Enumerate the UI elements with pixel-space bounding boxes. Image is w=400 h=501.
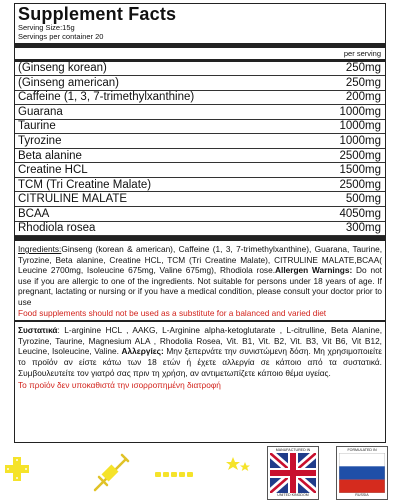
- nutrient-name: Caffeine (1, 3, 7-trimethylxanthine): [18, 91, 195, 104]
- per-serving-header: per serving: [343, 49, 381, 58]
- nutrient-name: Rhodiola rosea: [18, 222, 96, 235]
- diet-notice-en: Food supplements should not be used as a substitute for a balanced and varied diet: [18, 307, 327, 318]
- nutrient-amount: 2500mg: [339, 178, 381, 191]
- nutrient-amount: 2500mg: [339, 149, 381, 162]
- nutrient-name: (Ginseng american): [18, 76, 119, 89]
- nutrient-row: [15, 91, 385, 106]
- nutrient-row: [15, 76, 385, 91]
- nutrient-amount: 500mg: [345, 193, 381, 206]
- nutrient-row: [15, 192, 385, 207]
- uk-badge-top-label: MANUFACTURED IN: [275, 448, 311, 452]
- nutrient-row: [15, 62, 385, 77]
- nutrient-amount: 1500mg: [339, 164, 381, 177]
- nutrient-name: Guarana: [18, 105, 63, 118]
- greek-allergies-label: Αλλεργίες:: [118, 346, 164, 357]
- panel-title: Supplement Facts: [18, 4, 177, 24]
- nutrient-table: [15, 62, 385, 237]
- nutrient-amount: 1000mg: [339, 135, 381, 147]
- nutrient-name: Creatine HCL: [18, 164, 88, 177]
- ingredients-label: Ingredients:: [18, 244, 62, 255]
- health-cross-icon: [4, 456, 30, 482]
- icon-strip: [0, 446, 400, 501]
- greek-allergies-text: Μην ξεπερνάτε την συνιστώμενη δόση. Μη χρησιμοποιείτε το προϊόν αν είστε κάτω των 18 ετών ή έχετε αλλεργία σε κάποιο από τα συστατικά. Συμβουλευτείτε τον γιατρό σας πριν τη χρήση, αν αντιμετωπίζετε κάποιο θέμα υγείας.: [18, 346, 382, 378]
- diet-notice-gr: Το προϊόν δεν υποκαθιστά την ισορροπημένη διατροφή: [18, 380, 221, 391]
- formulated-in-russia-badge: [336, 446, 388, 500]
- nutrient-name: Beta alanine: [18, 149, 82, 162]
- ru-badge-bottom-label: RUSSIA: [355, 493, 369, 497]
- nutrient-row: [15, 120, 385, 135]
- uk-flag-icon: [270, 453, 316, 493]
- allergen-warnings-label: Allergen Warnings:: [275, 265, 353, 276]
- manufactured-in-uk-badge: [267, 446, 319, 500]
- serving-size: Serving Size:15g: [18, 23, 75, 32]
- nutrient-name: BCAA: [18, 207, 50, 220]
- nutrient-name: (Ginseng korean): [18, 62, 107, 75]
- nutrient-amount: 300mg: [345, 222, 381, 235]
- nutrient-row: [15, 105, 385, 120]
- greek-ingredients-text: : L-arginine HCL , AAKG, L-Arginine alpha-ketoglutarate , L-citrulline, Beta Alanine, Tyrozine, Taurine, Magnesium ALA , Rhodolia Rosea, Vit. B1, Vit. B2, Vit. B3, Vit B6, Vit B12, Leucine, Isoleucine, Valine.: [18, 325, 382, 357]
- nutrient-name: CITRULINE MALATE: [18, 193, 128, 206]
- supplement-facts-panel: [14, 3, 386, 443]
- nutrient-amount: 1000mg: [339, 120, 381, 133]
- nutrient-amount: 250mg: [345, 62, 381, 75]
- nutrient-name: Taurine: [18, 120, 56, 133]
- greek-ingredients-label: Συστατικά: [18, 325, 58, 336]
- nutrient-amount: 1000mg: [339, 105, 381, 118]
- nutrient-row: [15, 207, 385, 222]
- allergen-warnings-text: Do not use if you are allergic to one of the ingredients. Not suitable for persons under 18 years of age. If pregnant, lactating or nursing or if you have a medical condition, please consult your doctor prior to use: [18, 265, 382, 308]
- greek-ingredients-block: [15, 322, 385, 378]
- nutrient-amount: 200mg: [345, 91, 381, 104]
- nutrient-name: Tyrozine: [18, 135, 62, 147]
- stars-icon: [226, 456, 252, 476]
- nutrient-amount: 250mg: [345, 76, 381, 89]
- ingredients-text: Ginseng (korean & american), Caffeine (1, 3, 7-trimethylxanthine), Guarana, Taurine, Tyrozine, Beta alanine, Creatine HCL, TCM (Tri Creatine Malate), CITRULINE MALATE,BCAA( Leucine 2700mg, Isoleucine 675mg, Valine 675mg), Rhodiola rose.: [18, 244, 382, 276]
- pill-strip-icon: [155, 468, 195, 482]
- nutrient-row: [15, 222, 385, 237]
- nutrient-row: [15, 178, 385, 193]
- ru-badge-top-label: FORMULATED IN: [347, 448, 377, 452]
- nutrient-name: TCM (Tri Creatine Malate): [18, 178, 152, 191]
- nutrient-row: [15, 134, 385, 149]
- uk-badge-bottom-label: UNITED KINGDOM: [277, 493, 309, 497]
- servings-per-container: Servings per container 20: [18, 31, 104, 41]
- nutrient-amount: 4050mg: [339, 207, 381, 220]
- russia-flag-icon: [339, 453, 385, 493]
- nutrient-row: [15, 149, 385, 164]
- nutrient-row: [15, 163, 385, 178]
- ingredients-block: [15, 241, 385, 308]
- syringe-icon: [90, 450, 130, 494]
